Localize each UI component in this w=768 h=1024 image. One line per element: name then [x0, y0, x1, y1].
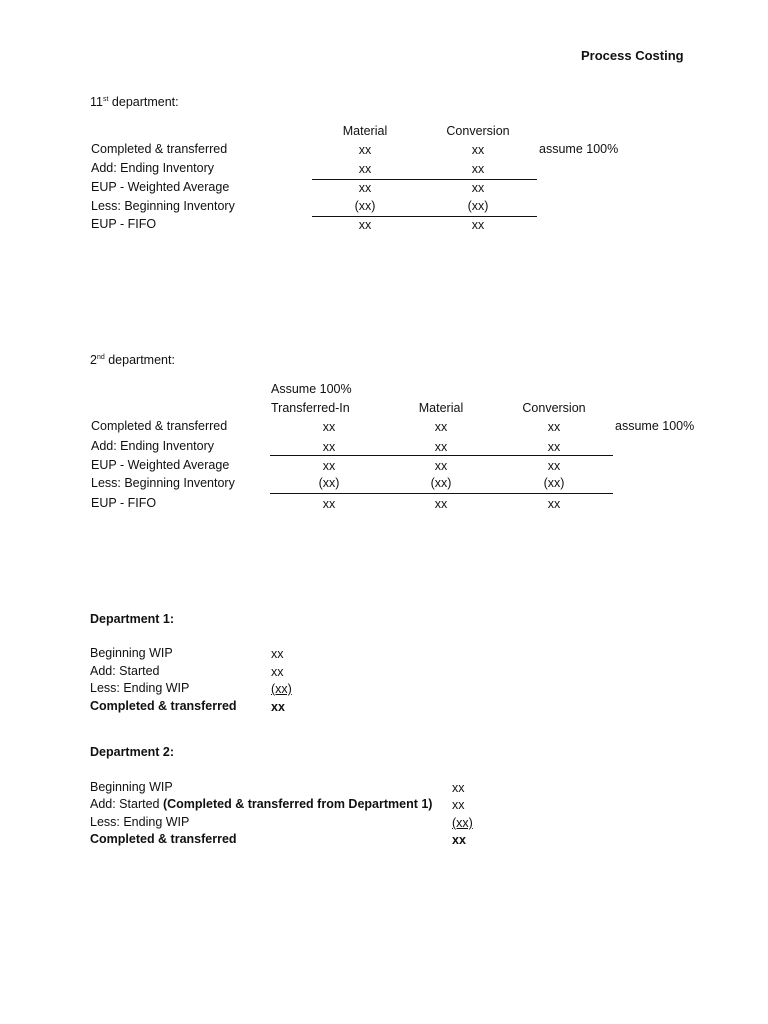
- first-department-heading: 11st department:: [90, 95, 179, 109]
- cell-transferred-in: xx: [322, 440, 336, 454]
- cell-material: (xx): [430, 476, 452, 490]
- row-label: Completed & transferred: [90, 699, 237, 713]
- row-label: Less: Ending WIP: [90, 815, 190, 829]
- cell-material: xx: [434, 459, 448, 473]
- assumption-note: assume 100%: [539, 142, 619, 156]
- cell-conversion: xx: [547, 420, 561, 434]
- row-label: EUP - FIFO: [91, 217, 157, 231]
- col-header-conversion: Conversion: [446, 124, 510, 138]
- col-header-conversion: Conversion: [522, 401, 586, 415]
- row-label: Completed & transferred: [91, 142, 228, 156]
- cell-material: xx: [358, 143, 372, 157]
- row-value: (xx): [271, 682, 292, 696]
- row-value: (xx): [452, 816, 473, 830]
- row-label: Add: Started (Completed & transferred from Department 1): [90, 797, 433, 811]
- cell-transferred-in: xx: [322, 420, 336, 434]
- cell-conversion: xx: [547, 459, 561, 473]
- row-label: Add: Started: [90, 664, 160, 678]
- row-value: xx: [271, 700, 285, 714]
- table-rule: [312, 216, 537, 217]
- row-label: Beginning WIP: [90, 646, 173, 660]
- cell-transferred-in: xx: [322, 497, 336, 511]
- row-label: Less: Beginning Inventory: [91, 476, 235, 490]
- col-header-transferred-in: Transferred-In: [271, 401, 350, 415]
- cell-conversion: xx: [471, 181, 485, 195]
- row-label: Less: Ending WIP: [90, 681, 190, 695]
- row-label: EUP - Weighted Average: [91, 180, 230, 194]
- cell-transferred-in: xx: [322, 459, 336, 473]
- assumption-note: assume 100%: [615, 419, 695, 433]
- table-rule: [270, 455, 613, 456]
- row-value: xx: [452, 833, 466, 847]
- cell-material: xx: [434, 440, 448, 454]
- row-value: xx: [271, 665, 284, 679]
- cell-material: xx: [358, 181, 372, 195]
- row-label: EUP - FIFO: [91, 496, 157, 510]
- cell-material: xx: [434, 420, 448, 434]
- row-value: xx: [452, 781, 465, 795]
- department-1-heading: Department 1:: [90, 612, 175, 626]
- transferred-in-assumption: Assume 100%: [271, 382, 352, 396]
- cell-conversion: xx: [471, 143, 485, 157]
- row-label: Less: Beginning Inventory: [91, 199, 235, 213]
- row-label: Add: Ending Inventory: [91, 439, 214, 453]
- col-header-material: Material: [342, 124, 388, 138]
- cell-conversion: xx: [471, 218, 485, 232]
- row-label: Add: Ending Inventory: [91, 161, 214, 175]
- cell-material: xx: [358, 218, 372, 232]
- cell-material: xx: [358, 162, 372, 176]
- cell-conversion: xx: [471, 162, 485, 176]
- second-department-heading: 2nd department:: [90, 353, 175, 367]
- department-2-heading: Department 2:: [90, 745, 175, 759]
- page-title: Process Costing: [581, 48, 684, 63]
- cell-conversion: (xx): [467, 199, 489, 213]
- cell-transferred-in: (xx): [318, 476, 340, 490]
- row-label: Completed & transferred: [90, 832, 237, 846]
- cell-conversion: xx: [547, 440, 561, 454]
- row-label: EUP - Weighted Average: [91, 458, 230, 472]
- row-value: xx: [271, 647, 284, 661]
- cell-conversion: xx: [547, 497, 561, 511]
- table-rule: [270, 493, 613, 494]
- col-header-material: Material: [418, 401, 464, 415]
- table-rule: [312, 179, 537, 180]
- row-value: xx: [452, 798, 465, 812]
- row-label: Completed & transferred: [91, 419, 228, 433]
- row-label: Beginning WIP: [90, 780, 173, 794]
- cell-material: xx: [434, 497, 448, 511]
- cell-material: (xx): [354, 199, 376, 213]
- cell-conversion: (xx): [543, 476, 565, 490]
